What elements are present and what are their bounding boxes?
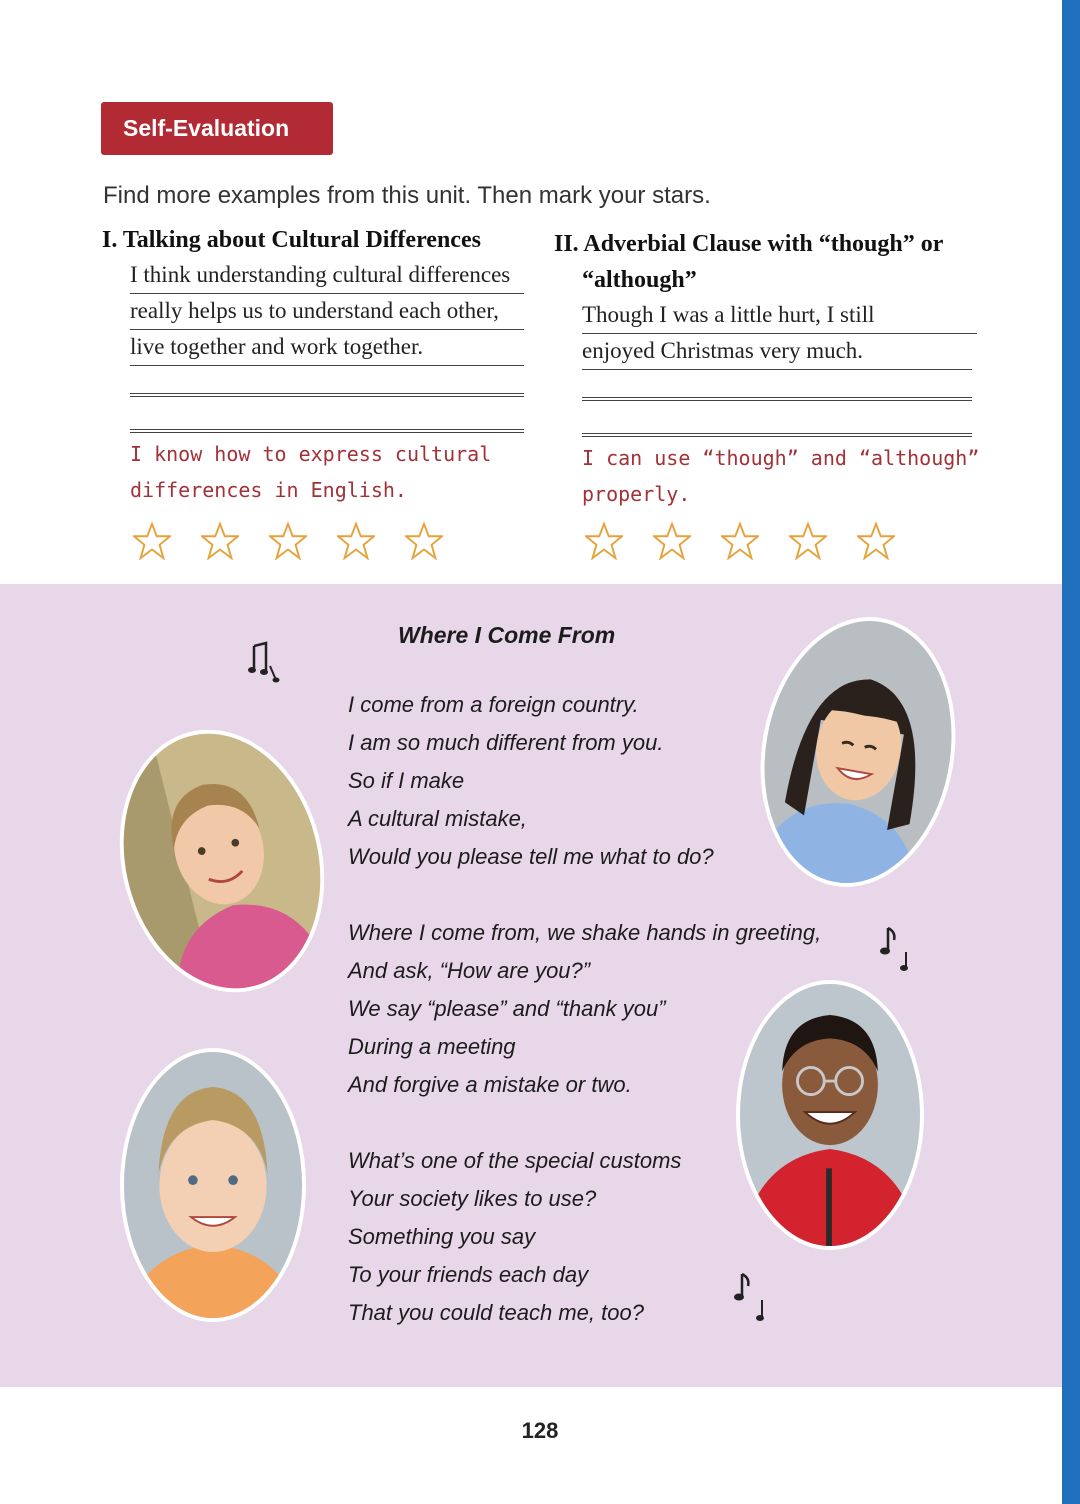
- section2-self-check-line: properly.: [582, 482, 691, 506]
- song-line: Your society likes to use?: [348, 1186, 597, 1211]
- song-line: What’s one of the special customs: [348, 1148, 682, 1173]
- song-line: Would you please tell me what to do?: [348, 844, 714, 869]
- section1-blank-line[interactable]: [130, 429, 524, 433]
- rating-star-icon[interactable]: [721, 522, 759, 560]
- boy-red-jacket-photo: [736, 980, 924, 1250]
- section1-example-line: I think understanding cultural differences: [130, 258, 524, 294]
- section1-self-check: [130, 436, 491, 508]
- rating-star-icon[interactable]: [789, 522, 827, 560]
- song-line: And forgive a mistake or two.: [348, 1072, 632, 1097]
- section2-blank-line[interactable]: [582, 433, 972, 437]
- song-line: We say “please” and “thank you”: [348, 996, 666, 1021]
- rating-star-icon[interactable]: [269, 522, 307, 560]
- rating-star-icon[interactable]: [405, 522, 443, 560]
- rating-star-icon[interactable]: [585, 522, 623, 560]
- song-line: And ask, “How are you?”: [348, 958, 591, 983]
- section2-star-rating: [585, 522, 895, 560]
- music-note-icon: [732, 1270, 768, 1322]
- page-number: 128: [521, 1418, 559, 1443]
- page-edge-bar: [1062, 0, 1080, 1504]
- self-evaluation-badge: Self-Evaluation: [101, 102, 333, 155]
- song-line: Where I come from, we shake hands in greeting,: [348, 920, 822, 945]
- section1-self-check-line: I know how to express cultural: [130, 442, 492, 466]
- rating-star-icon[interactable]: [857, 522, 895, 560]
- song-line: Something you say: [348, 1224, 536, 1249]
- rating-star-icon[interactable]: [337, 522, 375, 560]
- girl-orange-shirt-photo: [120, 1048, 306, 1322]
- song-line: That you could teach me, too?: [348, 1300, 644, 1325]
- section2-example-line: Though I was a little hurt, I still: [582, 298, 977, 334]
- section1-example-line: live together and work together.: [130, 330, 524, 366]
- section2-blank-line[interactable]: [582, 397, 972, 401]
- section1-example-line: really helps us to understand each other,: [130, 294, 524, 330]
- instructions: Find more examples from this unit. Then mark your stars.: [103, 182, 711, 209]
- section2-self-check-line: I can use “though” and “although”: [582, 446, 980, 470]
- rating-star-icon[interactable]: [201, 522, 239, 560]
- song-line: I am so much different from you.: [348, 730, 664, 755]
- music-note-icon: [878, 924, 914, 972]
- song-line: I come from a foreign country.: [348, 692, 639, 717]
- section2-heading-continued: “although”: [582, 267, 697, 293]
- section1-blank-line[interactable]: [130, 393, 524, 397]
- song-line: A cultural mistake,: [348, 806, 527, 831]
- section1-star-rating: [133, 522, 443, 560]
- song-line: During a meeting: [348, 1034, 516, 1059]
- song-line: So if I make: [348, 768, 465, 793]
- song-line: To your friends each day: [348, 1262, 589, 1287]
- section2-example-line: enjoyed Christmas very much.: [582, 334, 972, 370]
- rating-star-icon[interactable]: [133, 522, 171, 560]
- section2-self-check: [582, 440, 979, 512]
- section2-heading: II. Adverbial Clause with “though” or: [554, 231, 944, 257]
- rating-star-icon[interactable]: [653, 522, 691, 560]
- section1-self-check-line: differences in English.: [130, 478, 407, 502]
- section1-heading: I. Talking about Cultural Differences: [102, 227, 481, 253]
- double-music-note-icon: [248, 640, 282, 684]
- song-title: Where I Come From: [398, 622, 616, 648]
